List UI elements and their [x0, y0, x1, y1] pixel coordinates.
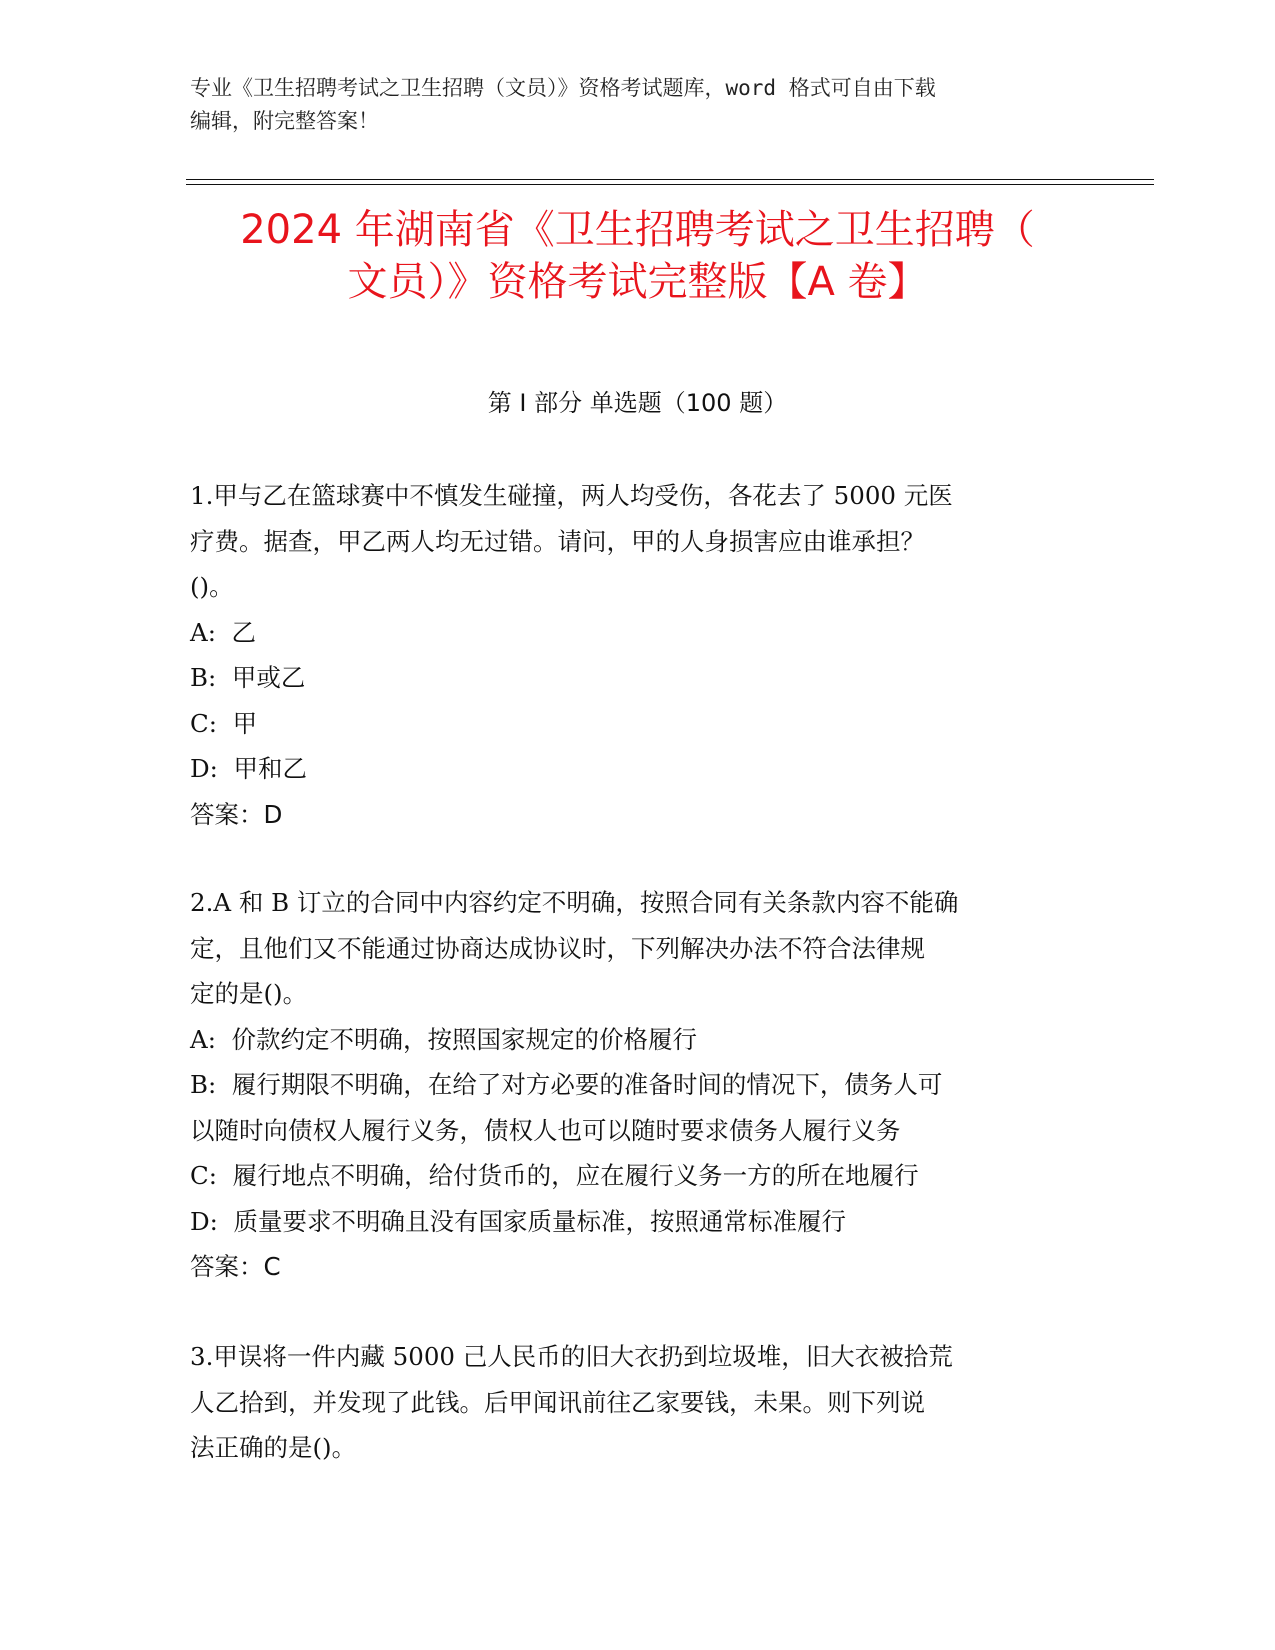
question-stem: 3.甲误将一件内藏 5000 己人民币的旧大衣扔到垃圾堆，旧大衣被拾荒 [190, 1342, 953, 1371]
section-heading: 第 I 部分 单选题（100 题） [487, 389, 788, 417]
header-note [190, 72, 1090, 138]
option-b: B: 甲或乙 [190, 663, 306, 692]
option-b-continued: 以随时向债权人履行义务，债权人也可以随时要求债务人履行义务 [190, 1115, 901, 1145]
option-d: D: 甲和乙 [190, 754, 307, 783]
option-b: B: 履行期限不明确，在给了对方必要的准备时间的情况下，债务人可 [190, 1070, 943, 1099]
option-d: D: 质量要求不明确且没有国家质量标准，按照通常标准履行 [190, 1206, 846, 1236]
option-c: C: 履行地点不明确，给付货币的，应在履行义务一方的所在地履行 [190, 1161, 919, 1190]
header-note-line: 编辑，附完整答案！ [190, 109, 379, 133]
question-stem: 法正确的是()。 [190, 1433, 357, 1462]
question-item [190, 473, 1090, 837]
option-a: A: 价款约定不明确，按照国家规定的价格履行 [190, 1024, 698, 1054]
question-stem: 1.甲与乙在篮球赛中不慎发生碰撞，两人均受伤，各花去了 5000 元医 [190, 481, 953, 510]
question-item [190, 880, 1090, 1290]
option-a: A: 乙 [190, 617, 257, 647]
question-stem: 疗费。据查，甲乙两人均无过错。请问，甲的人身损害应由谁承担？ [190, 526, 925, 556]
question-stem: 人乙拾到，并发现了此钱。后甲闻讯前往乙家要钱，未果。则下列说 [190, 1387, 925, 1417]
question-stem: 定的是()。 [190, 979, 308, 1008]
answer-key: 答案：C [190, 1252, 281, 1281]
document-title-line: 文员）》资格考试完整版【A 卷】 [347, 259, 928, 305]
question-stem: ()。 [190, 572, 234, 601]
question-stem: 2.A 和 B 订立的合同中内容约定不明确，按照合同有关条款内容不能确 [190, 888, 959, 917]
header-note-line: 专业《卫生招聘考试之卫生招聘（文员）》资格考试题库，word 格式可自由下载 [190, 76, 936, 100]
document-title-line: 2024 年湖南省《卫生招聘考试之卫生招聘（ [240, 207, 1035, 253]
question-item [190, 1334, 1090, 1471]
header-divider [186, 179, 1154, 180]
option-c: C: 甲 [190, 708, 258, 738]
header-divider [186, 184, 1154, 185]
document-title [150, 204, 1125, 308]
answer-key: 答案：D [190, 799, 283, 829]
question-stem: 定，且他们又不能通过协商达成协议时，下列解决办法不符合法律规 [190, 933, 925, 963]
